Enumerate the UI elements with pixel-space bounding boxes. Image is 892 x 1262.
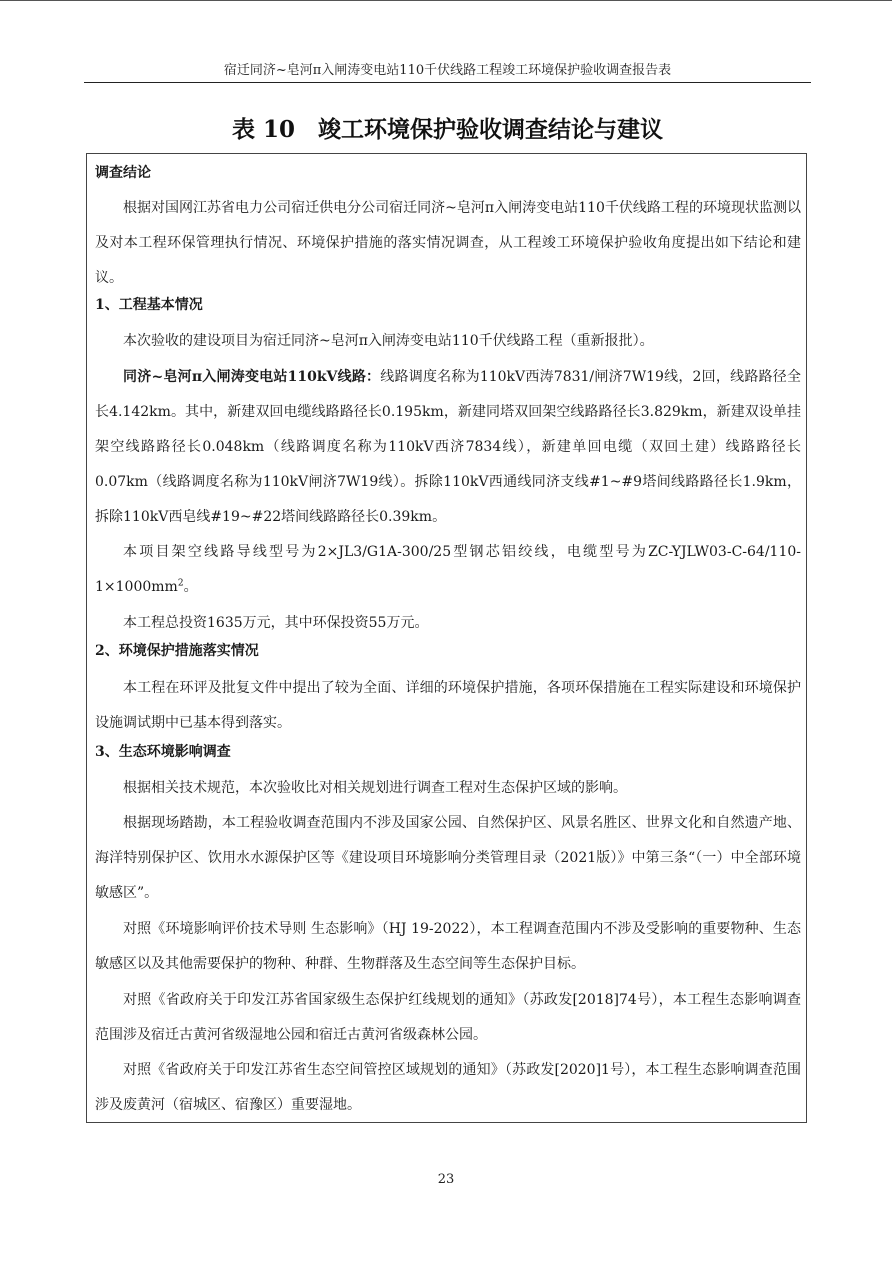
line-detail-lead: 同济~皂河π入闸涛变电站110kV线路： (123, 369, 381, 385)
header-rule (84, 82, 811, 83)
running-header: 宿迁同济~皂河π入闸涛变电站110千伏线路工程竣工环境保护验收调查报告表 (223, 63, 672, 78)
page-number: 23 (437, 1172, 455, 1187)
eco-redline-paragraph: 对照《省政府关于印发江苏省国家级生态保护红线规划的通知》（苏政发[2018]74号），本工程生态影响调查范围涉及宿迁古黄河省级湿地公园和宿迁古黄河省级森林公园。 (95, 992, 801, 1043)
heading-project-basics: 1、工程基本情况 (95, 297, 203, 313)
line-detail-paragraph (95, 360, 801, 535)
eco-site-survey-paragraph: 根据现场踏勘，本工程验收调查范围内不涉及国家公园、自然保护区、风景名胜区、世界文化和自然遗产地、海洋特别保护区、饮用水水源保护区等《建设项目环境影响分类管理目录（2021版）》中第三条“（一）中全部环境敏感区”。 (95, 815, 801, 901)
line-detail-body: 线路调度名称为110kV西涛7831/闸济7W19线，2回，线路路径全长4.142km。其中，新建双回电缆线路路径长0.195km，新建同塔双回架空线路路径长3.829km，新建双设单挂架空线路路径长0.048km（线路调度名称为110kV西济7834线），新建单回电缆（双回土建）线路路径长0.07km（线路调度名称为110kV闸济7W19线）。拆除110kV西通线同济支线#1~#9塔间线路路径长1.9km，拆除110kV西皂线#19~#22塔间线路路径长0.39km。 (95, 369, 802, 525)
conductor-spec-paragraph (95, 535, 801, 605)
project-scope-paragraph: 本次验收的建设项目为宿迁同济~皂河π入闸涛变电站110千伏线路工程（重新报批）。 (123, 333, 654, 349)
content-box (86, 153, 807, 1123)
page-top-rule (0, 0, 892, 1)
investment-paragraph: 本工程总投资1635万元，其中环保投资55万元。 (123, 615, 429, 631)
conductor-spec-body: 本项目架空线路导线型号为2×JL3/G1A-300/25型钢芯铝绞线，电缆型号为ZC-YJLW03-C-64/110-1×1000mm (95, 544, 801, 595)
heading-eco-impact: 3、生态环境影响调查 (95, 744, 231, 760)
page-title: 表 10 竣工环境保护验收调查结论与建议 (231, 116, 663, 143)
conductor-spec-end: 。 (183, 579, 198, 595)
section-label-conclusion: 调查结论 (95, 165, 151, 181)
eco-guideline-paragraph: 对照《环境影响评价技术导则 生态影响》（HJ 19-2022），本工程调查范围内不涉及受影响的重要物种、生态敏感区以及其他需要保护的物种、种群、生物群落及生态空间等生态保护目标。 (95, 921, 801, 972)
heading-env-measures: 2、环境保护措施落实情况 (95, 643, 259, 659)
conductor-spec-superscript: 2 (177, 578, 184, 589)
eco-basis-paragraph: 根据相关技术规范，本次验收比对相关规划进行调查工程对生态保护区域的影响。 (123, 780, 627, 796)
eco-control-zone-paragraph: 对照《省政府关于印发江苏省生态空间管控区域规划的通知》（苏政发[2020]1号），本工程生态影响调查范围涉及废黄河（宿城区、宿豫区）重要湿地。 (95, 1062, 801, 1113)
intro-paragraph: 根据对国网江苏省电力公司宿迁供电分公司宿迁同济~皂河π入闸涛变电站110千伏线路工程的环境现状监测以及对本工程环保管理执行情况、环境保护措施的落实情况调查，从工程竣工环境保护验收角度提出如下结论和建议。 (95, 200, 801, 286)
env-measures-paragraph: 本工程在环评及批复文件中提出了较为全面、详细的环境保护措施，各项环保措施在工程实际建设和环境保护设施调试期中已基本得到落实。 (95, 680, 801, 731)
